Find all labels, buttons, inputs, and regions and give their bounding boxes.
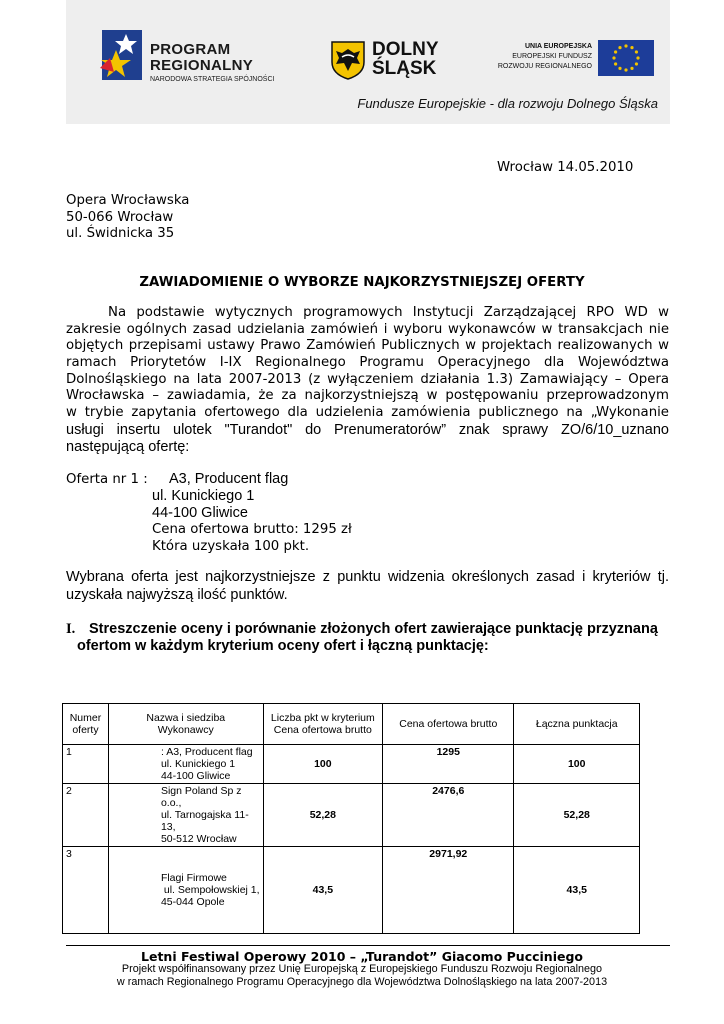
eu-flag-icon [598,40,654,76]
offer-points: Która uzyskała 100 pkt. [152,539,310,554]
col-header-price: Cena ofertowa brutto [383,704,514,745]
selected-line: Wybrana oferta jest najkorzystniejsze z punktu widzenia określonych zasad i kryteriów tj. [66,569,669,585]
table-header-row [63,704,640,745]
col-header-name: Nazwa i siedziba Wykonawcy [108,704,263,745]
eagle-shield-icon [330,40,366,80]
header-tagline: Fundusze Europejskie - dla rozwoju Dolnego Śląska [357,96,658,111]
eu-logo [490,40,662,80]
body-paragraph [66,305,669,455]
cell-name: Flagi Firmowe ul. Sempołowskiej 1, 45-044 Opole [108,847,263,934]
dolny-slask-logo [330,40,460,84]
table-row [63,784,640,847]
col-header-points: Liczba pkt w kryterium Cena ofertowa brutto [263,704,383,745]
body-line: usługi insertu ulotek "Turandot" do Prenumeratorów” znak sprawy ZO/6/10_uznano [66,421,669,438]
document-title: ZAWIADOMIENIE O WYBORZE NAJKORZYSTNIEJSZEJ OFERTY [139,275,585,290]
cell-total: 52,28 [514,784,640,847]
addressee-line: 50-066 Wrocław [66,209,174,225]
cell-points: 43,5 [263,847,383,934]
cell-price: 2476,6 [383,784,514,847]
cell-name: : A3, Producent flag ul. Kunickiego 1 44-100 Gliwice [108,745,263,784]
program-regionalny-logo [96,28,296,92]
cell-price: 2971,92 [383,847,514,934]
section-heading-line: Streszczenie oceny i porównanie złożonych ofert zawierające punktację przyznaną [89,621,658,637]
table-row [63,847,640,934]
cell-total: 43,5 [514,847,640,934]
cell-number: 1 [63,745,109,784]
ue-line1: UNIA EUROPEJSKA [524,43,592,50]
cell-total: 100 [514,745,640,784]
program-regionalny-emblem-icon [96,28,148,92]
body-line: Na podstawie wytycznych programowych Instytucji Zarządzającej RPO WD w [108,305,669,320]
body-line: zakresie ogólnych zasad udzielania zamówień i wyboru wykonawców w transakcjach nie [66,321,669,337]
footer-title: Letni Festiwal Operowy 2010 – „Turandot” Giacomo Pucciniego [141,949,583,964]
program-sub: NARODOWA STRATEGIA SPÓJNOŚCI [150,76,275,83]
offer-price: Cena ofertowa brutto: 1295 zł [152,522,352,537]
offer-label: Oferta nr 1 : [66,472,148,487]
col-header-total: Łączna punktacja [514,704,640,745]
ue-line2: EUROPEJSKI FUNDUSZ [512,53,592,60]
table-row [63,745,640,784]
body-line: ramach Priorytetów I-IX Regionalnego Programu Operacyjnego dla Województwa [66,355,669,371]
offers-table [62,703,640,934]
letter-date: Wrocław 14.05.2010 [497,160,634,175]
footer-divider [66,945,670,946]
cell-points: 52,28 [263,784,383,847]
footer-line: w ramach Regionalnego Programu Operacyjnego dla Województwa Dolnośląskiego na lata 2007-2013 [116,976,608,988]
addressee-block [66,193,189,243]
dolny-line1: DOLNY [372,39,439,60]
cell-price: 1295 [383,745,514,784]
cell-number: 3 [63,847,109,934]
cell-number: 2 [63,784,109,847]
col-header-number: Numer oferty [63,704,109,745]
selected-line: uzyskała najwyższą ilość punktów. [66,587,288,603]
body-line: Dolnośląskiego na lata 2007-2013 (z wyłączeniem działania 1.3) Zamawiający – Opera [66,371,669,387]
body-line: Wrocławska – zawiadamia, że za najkorzystniejszą w postępowaniu przeprowadzonym [66,388,669,404]
dolny-line2: ŚLĄSK [372,58,437,79]
addressee-line: Opera Wrocławska [66,193,190,208]
addressee-line: ul. Świdnicka 35 [66,226,175,242]
ue-line3: ROZWOJU REGIONALNEGO [497,63,592,70]
offer-name: A3, Producent flag [169,471,289,487]
footer-line: Projekt współfinansowany przez Unię Europejską z Europejskiego Funduszu Rozwoju Regionalnego [121,963,603,975]
body-line: w trybie zapytania ofertowego dla udzielenia zamówienia publicznego na „Wykonanie [66,405,669,421]
body-line: następującą ofertę: [66,438,190,455]
body-line: objętych przepisami ustawy Prawo Zamówień Publicznych w projektach realizowanych w [66,338,669,354]
cell-name: Sign Poland Sp z o.o., ul. Tarnogajska 11-13, 50-512 Wrocław [108,784,263,847]
offer-city: 44-100 Gliwice [152,505,248,521]
cell-points: 100 [263,745,383,784]
offer-street: ul. Kunickiego 1 [152,488,255,504]
program-line2: REGIONALNY [150,57,254,74]
section-heading-line: ofertom w każdym kryterium oceny ofert i łączną punktację: [77,638,489,654]
program-line1: PROGRAM [150,41,231,58]
section-numeral: I. [66,621,76,637]
